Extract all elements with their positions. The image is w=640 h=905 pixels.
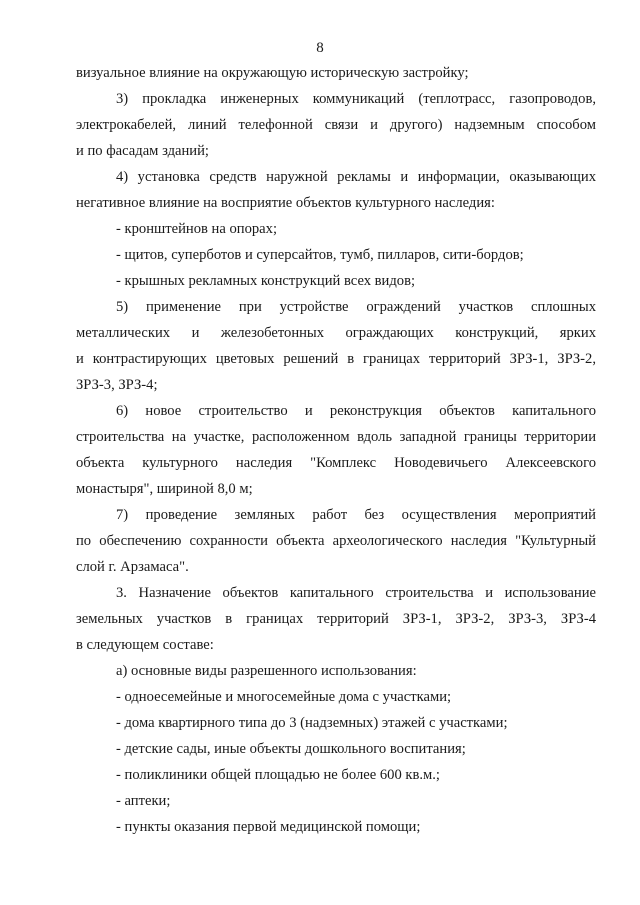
text-line: 7) проведение земляных работ без осуществления мероприятий (116, 507, 596, 523)
text-line: - поликлиники общей площадью не более 600 кв.м.; (116, 767, 440, 783)
text-line: 5) применение при устройстве ограждений участков сплошных (116, 299, 596, 315)
text-line: негативное влияние на восприятие объектов культурного наследия: (76, 195, 495, 211)
text-line: слой г. Арзамаса". (76, 559, 189, 575)
text-line: 3. Назначение объектов капитального строительства и использование (116, 585, 596, 601)
text-line: - дома квартирного типа до 3 (надземных) этажей с участками; (116, 715, 508, 731)
text-line: 3) прокладка инженерных коммуникаций (теплотрасс, газопроводов, (116, 91, 596, 107)
text-line: 6) новое строительство и реконструкция объектов капитального (116, 403, 596, 419)
text-line: ЗРЗ-3, ЗРЗ-4; (76, 377, 158, 393)
text-line: монастыря", шириной 8,0 м; (76, 481, 253, 497)
page-number: 8 (316, 40, 324, 56)
text-line: в следующем составе: (76, 637, 214, 653)
text-line: и контрастирующих цветовых решений в границах территорий ЗРЗ-1, ЗРЗ-2, (76, 351, 596, 367)
document-body (76, 60, 596, 840)
text-line: - одноесемейные и многосемейные дома с участками; (116, 689, 452, 705)
text-line: - щитов, суперботов и суперсайтов, тумб, пилларов, сити-бордов; (116, 247, 524, 263)
text-line: 4) установка средств наружной рекламы и информации, оказывающих (116, 169, 596, 185)
text-line: строительства на участке, расположенном вдоль западной границы территории (76, 429, 596, 445)
text-line: и по фасадам зданий; (76, 143, 209, 159)
text-line: по обеспечению сохранности объекта археологического наследия "Культурный (76, 533, 596, 549)
text-line: - детские сады, иные объекты дошкольного воспитания; (116, 741, 466, 757)
text-line: металлических и железобетонных ограждающих конструкций, ярких (76, 325, 596, 341)
text-line: электрокабелей, линий телефонной связи и другого) надземным способом (76, 117, 596, 133)
text-line: - аптеки; (116, 793, 171, 809)
text-line: - кронштейнов на опорах; (116, 221, 278, 237)
text-line: - пункты оказания первой медицинской помощи; (116, 819, 421, 835)
text-line: а) основные виды разрешенного использования: (116, 663, 417, 679)
text-line: земельных участков в границах территорий ЗРЗ-1, ЗРЗ-2, ЗРЗ-3, ЗРЗ-4 (76, 611, 596, 627)
text-line: - крышных рекламных конструкций всех видов; (116, 273, 416, 289)
text-line: визуальное влияние на окружающую историческую застройку; (76, 65, 469, 81)
text-line: объекта культурного наследия "Комплекс Новодевичьего Алексеевского (76, 455, 596, 471)
